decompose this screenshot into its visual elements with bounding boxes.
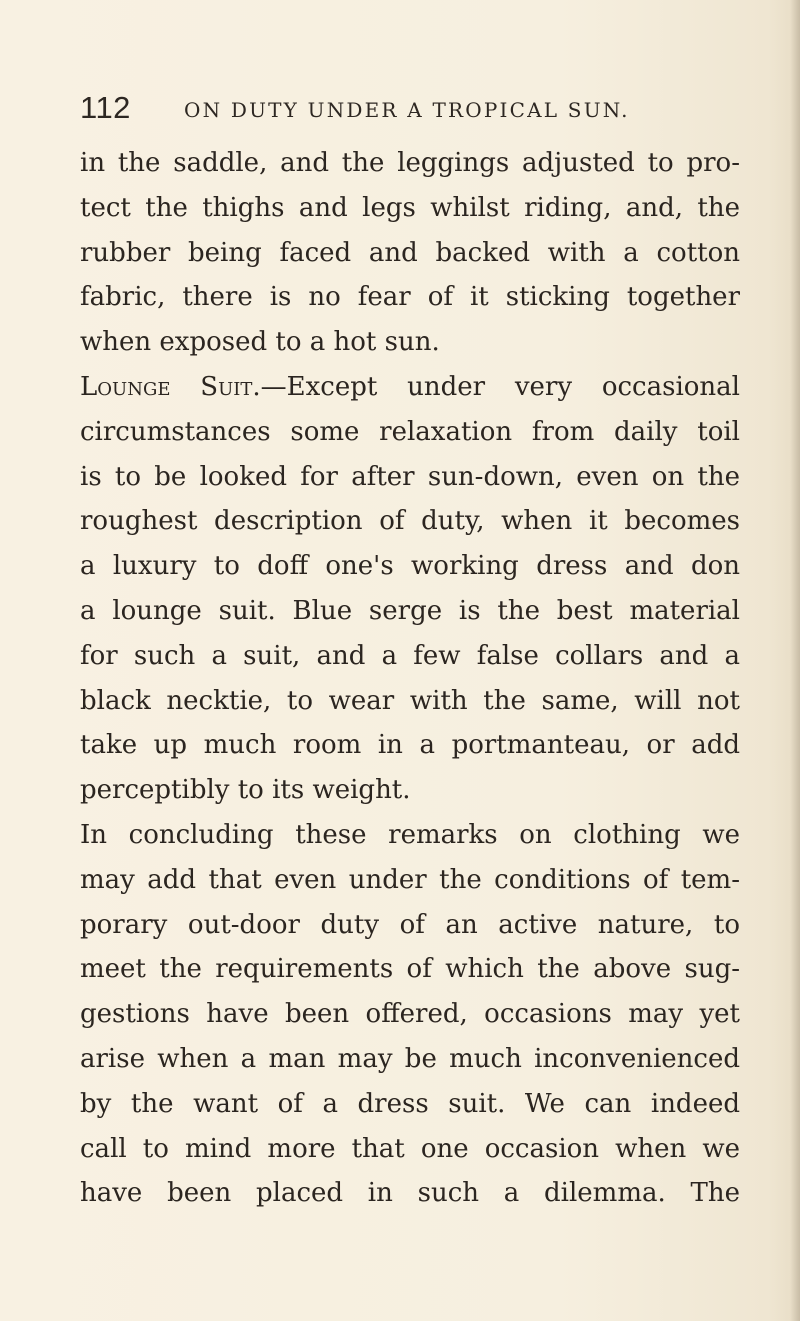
body-text: [80, 141, 740, 1216]
text-line: black necktie, to wear with the same, will not: [80, 685, 740, 716]
running-head: ON DUTY UNDER A TROPICAL SUN.: [184, 98, 630, 122]
text-line-paragraph-start: In concluding these remarks on clothing we: [80, 819, 740, 850]
text-line: have been placed in such a dilemma. The: [80, 1178, 740, 1209]
page-edge-shadow: [790, 0, 800, 1321]
text-line: arise when a man may be much inconvenienced: [80, 1043, 740, 1074]
text-line-section-heading: Lounge Suit.—Except under very occasional: [80, 371, 740, 402]
text-line: tect the thighs and legs whilst riding, and, the: [80, 192, 740, 223]
text-line: rubber being faced and backed with a cotton: [80, 237, 740, 268]
text-line: call to mind more that one occasion when we: [80, 1133, 740, 1164]
text-line: fabric, there is no fear of it sticking together: [80, 282, 740, 313]
text-line: by the want of a dress suit. We can indeed: [80, 1088, 740, 1119]
text-line: circumstances some relaxation from daily toil: [80, 416, 740, 447]
text-line: perceptibly to its weight.: [80, 775, 411, 806]
text-line: for such a suit, and a few false collars and a: [80, 640, 740, 671]
text-line: may add that even under the conditions of tem-: [80, 864, 740, 895]
text-line: porary out-door duty of an active nature, to: [80, 909, 740, 940]
text-line: meet the requirements of which the above sug-: [80, 954, 740, 985]
text-line: in the saddle, and the leggings adjusted to pro-: [80, 148, 740, 178]
page-header: [80, 90, 780, 130]
text-line: roughest description of duty, when it becomes: [80, 506, 740, 537]
page-number: 112: [80, 90, 131, 125]
text-line: a lounge suit. Blue serge is the best material: [80, 595, 740, 626]
text-line: when exposed to a hot sun.: [80, 327, 440, 358]
text-line: is to be looked for after sun-down, even on the: [80, 461, 740, 492]
text-line: take up much room in a portmanteau, or add: [80, 730, 740, 761]
section-heading: Lounge Suit.: [80, 371, 261, 402]
text-line: gestions have been offered, occasions may yet: [80, 999, 740, 1030]
text-line: a luxury to doff one's working dress and don: [80, 551, 740, 582]
